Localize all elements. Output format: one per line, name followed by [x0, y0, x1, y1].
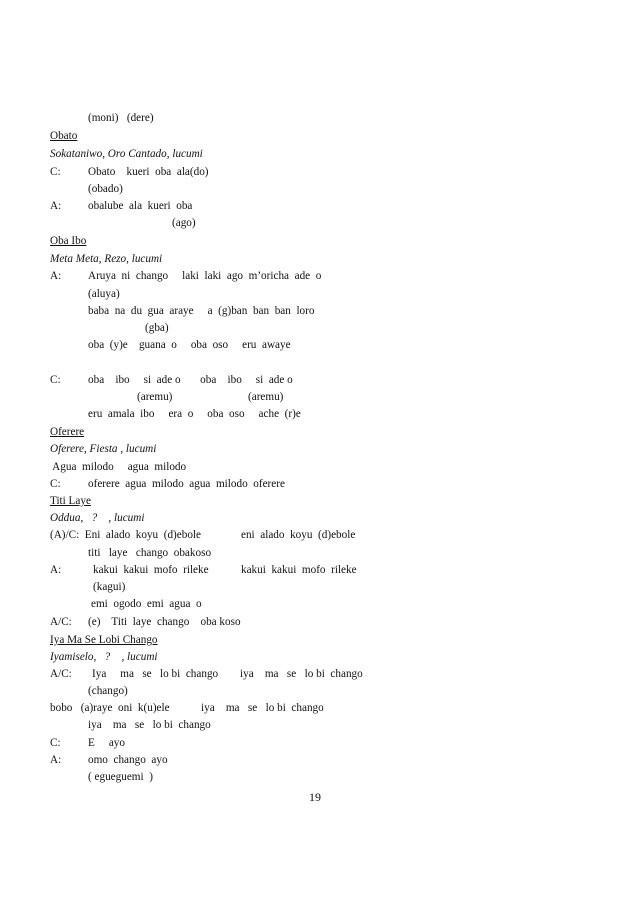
- section-heading-oba-ibo: Oba Ibo: [50, 235, 87, 247]
- text-line: Obato kueri oba ala(do): [88, 166, 209, 178]
- text-line: eni alado koyu (d)ebole: [241, 529, 356, 541]
- text-line: iya ma se lo bi chango: [88, 719, 211, 731]
- text-line: iya ma se lo bi chango: [240, 668, 363, 680]
- page-number: 19: [309, 790, 321, 804]
- speaker-label: A:: [50, 270, 62, 282]
- speaker-label: A:: [50, 564, 62, 576]
- section-subtitle: Oddua, ? , lucumi: [50, 512, 145, 524]
- text-line: titi laye chango obakoso: [88, 547, 212, 559]
- text-line: E ayo: [88, 737, 125, 749]
- speaker-label: C:: [50, 166, 61, 178]
- text-line: iya ma se lo bi chango: [201, 702, 324, 714]
- text-line: (A)/C: Eni alado koyu (d)ebole: [50, 529, 201, 541]
- speaker-label: A/C:: [50, 616, 72, 628]
- speaker-label: A/C:: [50, 668, 72, 680]
- text-line: omo chango ayo: [88, 754, 168, 766]
- text-line: Aruya ni chango laki laki ago m’oricha ade o: [88, 270, 322, 282]
- section-heading-titi-laye: Titi Laye: [50, 495, 91, 507]
- section-subtitle: Iyamiselo, ? , lucumi: [50, 651, 158, 663]
- speaker-label: C:: [50, 478, 61, 490]
- text-line: (kagui): [93, 581, 126, 593]
- section-subtitle: Oferere, Fiesta , lucumi: [50, 443, 157, 455]
- text-line: oferere agua milodo agua milodo oferere: [88, 478, 285, 490]
- speaker-label: C:: [50, 374, 61, 386]
- speaker-label: A:: [50, 200, 62, 212]
- text-line: obalube ala kueri oba: [88, 200, 193, 212]
- section-heading-oferere: Oferere: [50, 426, 85, 438]
- text-line: (aluya): [88, 288, 120, 300]
- section-subtitle: Meta Meta, Rezo, lucumi: [50, 253, 163, 265]
- text-line: (aremu): [248, 391, 284, 403]
- text-line: (moni) (dere): [88, 112, 154, 124]
- text-line: bobo (a)raye oni k(u)ele: [50, 702, 170, 714]
- text-line: baba na du gua araye a (g)ban ban ban loro: [88, 305, 315, 317]
- speaker-label: A:: [50, 754, 62, 766]
- text-line: eru amala ibo era o oba oso ache (r)e: [88, 408, 301, 420]
- text-line: (e) Titi laye chango oba koso: [88, 616, 241, 628]
- text-line: oba (y)e guana o oba oso eru awaye: [88, 339, 291, 351]
- text-line: (aremu): [137, 391, 173, 403]
- section-heading-obato: Obato: [50, 130, 78, 142]
- text-line: oba ibo si ade o oba ibo si ade o: [88, 374, 293, 386]
- text-line: (ago): [172, 217, 196, 229]
- text-line: (chango): [88, 685, 128, 697]
- text-line: emi ogodo emi agua o: [91, 598, 202, 610]
- text-line: (obado): [88, 183, 123, 195]
- text-line: Agua milodo agua milodo: [50, 461, 187, 473]
- text-line: kakui kakui mofo rileke: [241, 564, 357, 576]
- text-line: kakui kakui mofo rileke: [93, 564, 209, 576]
- text-line: ( egueguemi ): [88, 771, 153, 783]
- speaker-label: C:: [50, 737, 61, 749]
- text-line: Iya ma se lo bi chango: [92, 668, 219, 680]
- text-line: (gba): [145, 322, 169, 334]
- section-subtitle: Sokataniwo, Oro Cantado, lucumi: [50, 148, 203, 160]
- section-heading-iya-ma-se: Iya Ma Se Lobi Chango: [50, 634, 158, 646]
